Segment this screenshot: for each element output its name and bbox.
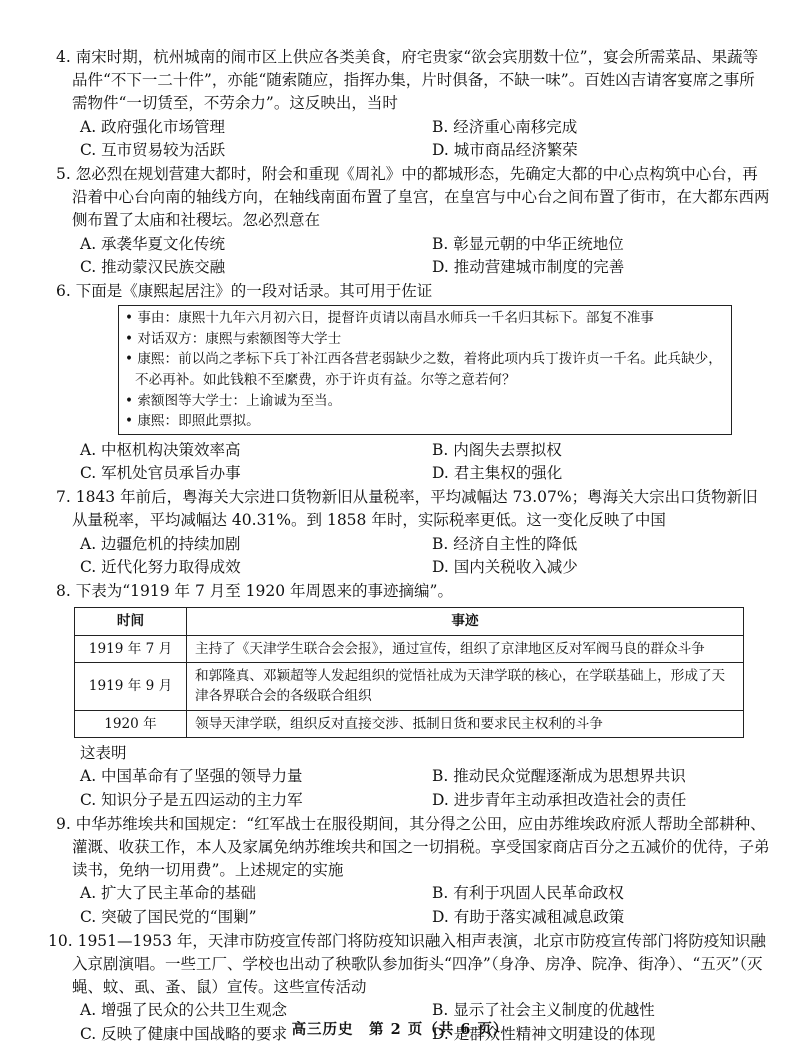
option-d: D. 君主集权的强化 — [432, 464, 563, 482]
question-stem: 6. 下面是《康熙起居注》的一段对话录。其可用于佐证 — [56, 282, 433, 301]
question-8 — [56, 580, 770, 812]
options-grid — [72, 439, 770, 485]
option-a: A. 增强了民众的公共卫生观念 — [80, 1001, 288, 1020]
option-c: C. 突破了国民党的“围剿” — [80, 907, 257, 926]
options-grid — [72, 116, 770, 162]
question-7 — [56, 486, 770, 579]
options-grid — [72, 233, 770, 279]
dialogue-line: • 对话双方：康熙与索额图等大学士 — [125, 330, 342, 347]
option-d: D. 有助于落实减租减息政策 — [432, 907, 625, 926]
table-row — [75, 663, 744, 711]
option-d: D. 城市商品经济繁荣 — [432, 140, 578, 159]
question-stem: 10. 1951—1953 年，天津市防疫宣传部门将防疫知识融入相声表演，北京市防疫宣传部门将防疫知识融入京剧演唱。一些工厂、学校也出动了秧歌队参加街头“四净”（身净、房净、院净、街净）、“五灭”（灭蝇、蚊、虱、蚤、鼠）宣传。这些宣传活动 — [48, 931, 766, 997]
table-header-row — [75, 608, 744, 635]
question-stem: 9. 中华苏维埃共和国规定：“红军战士在服役期间，其分得之公田，应由苏维埃政府派人帮助全部耕种、灌溉、收获工作，本人及家属免纳苏维埃共和国之一切捐税。享受国家商店百分之五减价的优待，子弟读书，免纳一切用费”。上述规定的实施 — [56, 814, 770, 880]
dialogue-line: • 康熙：前以尚之孝标下兵丁补江西各营老弱缺少之数，着将此项内兵丁拨许贞一千名。此兵缺少，不必再补。如此钱粮不至縻费，亦于许贞有益。尔等之意若何？ — [125, 351, 722, 389]
option-c: C. 互市贸易较为活跃 — [80, 140, 226, 159]
table-header-time: 时间 — [75, 608, 187, 635]
option-c: C. 推动蒙汉民族交融 — [80, 257, 226, 276]
question-stem: 4. 南宋时期，杭州城南的闹市区上供应各类美食，府宅贵家“欲会宾朋数十位”，宴会所需菜品、果蔬等品件“不下一二十件”，亦能“随索随应，指挥办集，片时俱备，不缺一味”。百姓凶吉请客宴席之事所需物件“一切赁至，不劳余力”。这反映出，当时 — [56, 48, 759, 113]
dialogue-line: • 事由：康熙十九年六月初六日，提督许贞请以南昌水师兵一千名归其标下。部复不准事 — [125, 310, 654, 327]
question-4 — [56, 46, 770, 162]
dialogue-box — [118, 305, 732, 435]
options-grid — [72, 882, 770, 928]
page-footer: 高三历史 第 2 页（共 6 页） — [291, 1021, 509, 1038]
option-b: B. 经济重心南移完成 — [432, 117, 578, 136]
option-c: C. 军机处官员承旨办事 — [80, 464, 241, 482]
option-b: B. 经济自主性的降低 — [432, 534, 578, 553]
table-cell-time: 1919 年 9 月 — [75, 663, 187, 711]
table-cell-event: 主持了《天津学生联合会会报》，通过宣传，组织了京津地区反对军阀马良的群众斗争 — [187, 635, 744, 662]
table-row — [75, 635, 744, 662]
question-6 — [56, 280, 770, 485]
option-a: A. 承袭华夏文化传统 — [80, 234, 226, 253]
option-d: D. 是群众性精神文明建设的体现 — [432, 1024, 656, 1043]
option-b: B. 显示了社会主义制度的优越性 — [432, 1001, 655, 1020]
option-c: C. 知识分子是五四运动的主力军 — [80, 790, 303, 809]
question-stem: 5. 忽必烈在规划营建大都时，附会和重现《周礼》中的都城形态，先确定大都的中心点构筑中心台，再沿着中心台向南的轴线方向，在轴线南面布置了皇宫，在皇宫与中心台之间布置了街市，在大都东西两侧布置了太庙和社稷坛。忽必烈意在 — [56, 165, 770, 230]
option-a: A. 中枢机构决策效率高 — [80, 440, 241, 459]
question-prompt: 这表明 — [80, 744, 127, 763]
option-c: C. 反映了健康中国战略的要求 — [80, 1024, 288, 1043]
option-d: D. 推动营建城市制度的完善 — [432, 257, 625, 276]
question-5 — [56, 163, 770, 279]
option-a: A. 扩大了民主革命的基础 — [80, 884, 257, 903]
table-cell-event: 领导天津学联，组织反对直接交涉、抵制日货和要求民主权利的斗争 — [187, 710, 744, 737]
option-d: D. 国内关税收入减少 — [432, 557, 578, 576]
table-cell-time: 1920 年 — [75, 710, 187, 737]
option-c: C. 近代化努力取得成效 — [80, 557, 241, 576]
option-b: B. 推动民众觉醒逐渐成为思想界共识 — [432, 767, 686, 786]
option-d: D. 进步青年主动承担改造社会的责任 — [432, 790, 687, 809]
table-header-events: 事迹 — [187, 608, 744, 635]
option-a: A. 边疆危机的持续加剧 — [80, 534, 241, 553]
table-cell-time: 1919 年 7 月 — [75, 635, 187, 662]
option-a: A. 政府强化市场管理 — [80, 117, 226, 136]
dialogue-line: • 索额图等大学士：上谕诚为至当。 — [125, 392, 342, 409]
options-grid — [72, 765, 770, 811]
question-9 — [56, 813, 770, 929]
option-b: B. 有利于巩固人民革命政权 — [432, 884, 624, 903]
dialogue-line: • 康熙：即照此票拟。 — [125, 413, 260, 430]
option-a: A. 中国革命有了坚强的领导力量 — [80, 767, 303, 786]
options-grid — [72, 533, 770, 579]
question-stem: 7. 1843 年前后，粤海关大宗进口货物新旧从量税率，平均减幅达 73.07%；粤海关大宗出口货物新旧从量税率，平均减幅达 40.31%。到 1858 年时，实际税率更低。这一变化反映了中国 — [56, 488, 758, 530]
question-stem: 8. 下表为“1919 年 7 月至 1920 年周恩来的事迹摘编”。 — [56, 582, 453, 601]
table-row — [75, 710, 744, 737]
option-b: B. 彰显元朝的中华正统地位 — [432, 234, 624, 253]
events-table — [74, 607, 744, 738]
option-b: B. 内阁失去票拟权 — [432, 440, 562, 459]
table-cell-event: 和郭隆真、邓颖超等人发起组织的觉悟社成为天津学联的核心，在学联基础上，形成了天津各界联合会的各级联合组织 — [187, 663, 744, 711]
